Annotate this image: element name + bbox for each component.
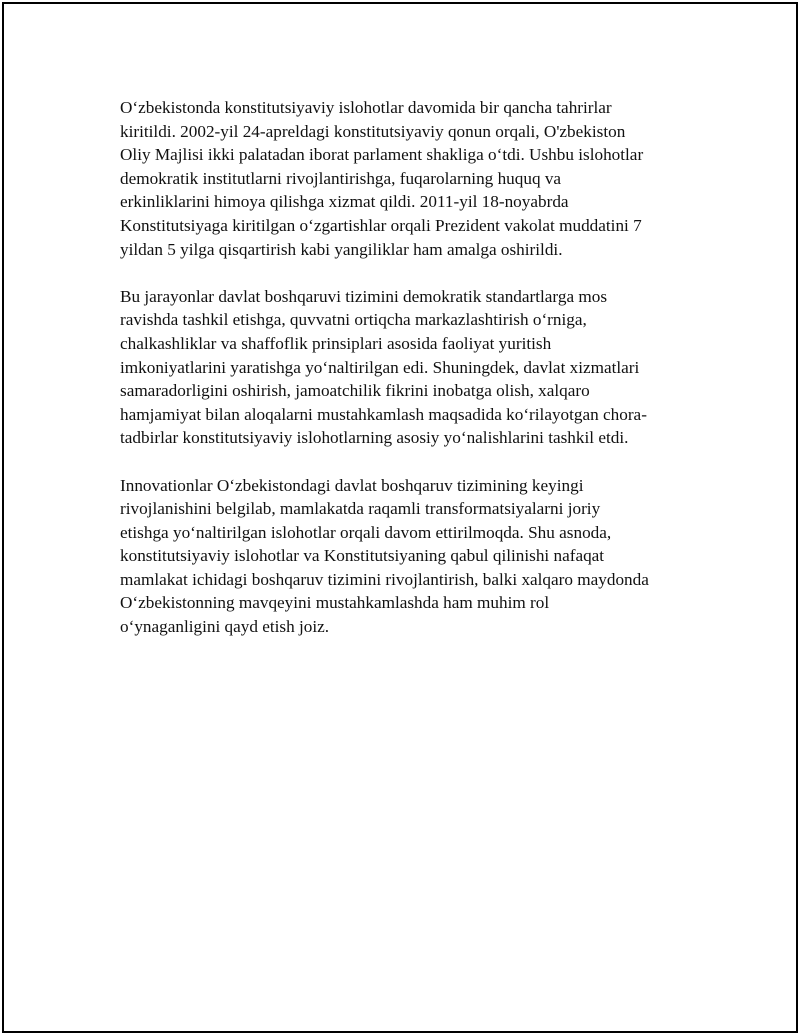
text-line: o‘ynaganligini qayd etish joiz. [120,617,330,637]
document-page [2,2,798,1033]
text-line: mamlakat ichidagi boshqaruv tizimini rivojlantirish, balki xalqaro maydonda [120,569,649,589]
text-line: O‘zbekistonda konstitutsiyaviy islohotlar davomida bir qancha tahrirlar [120,98,612,117]
text-line: Oliy Majlisi ikki palatadan iborat parlament shakliga o‘tdi. Ushbu islohotlar [120,145,644,165]
text-line: rivojlanishini belgilab, mamlakatda raqamli transformatsiyalarni joriy [120,499,601,519]
paragraph-1 [120,96,692,261]
text-line: Konstitutsiyaga kiritilgan o‘zgartishlar orqali Prezident vakolat muddatini 7 [120,215,642,235]
text-line: etishga yo‘naltirilgan islohotlar orqali davom ettirilmoqda. Shu asnoda, [120,522,612,542]
text-line: chalkashliklar va shaffoflik prinsiplari asosida faoliyat yuritish [120,333,552,353]
text-line: samaradorligini oshirish, jamoatchilik fikrini inobatga olish, xalqaro [120,381,590,401]
text-line: konstitutsiyaviy islohotlar va Konstitutsiyaning qabul qilinishi nafaqat [120,546,605,566]
text-line: tadbirlar konstitutsiyaviy islohotlarning asosiy yo‘nalishlarini tashkil etdi. [120,428,629,448]
paragraph-3 [120,474,692,639]
text-line: imkoniyatlarini yaratishga yo‘naltirilgan edi. Shuningdek, davlat xizmatlari [120,357,640,377]
text-line: Bu jarayonlar davlat boshqaruvi tizimini demokratik standartlarga mos [120,286,608,306]
document-body [120,96,692,662]
text-line: O‘zbekistonning mavqeyini mustahkamlashda ham muhim rol [120,593,550,613]
text-line: kiritildi. 2002-yil 24-apreldagi konstitutsiyaviy qonun orqali, O'zbekiston [120,121,626,141]
text-line: demokratik institutlarni rivojlantirishga, fuqarolarning huquq va [120,168,562,188]
text-line: yildan 5 yilga qisqartirish kabi yangiliklar ham amalga oshirildi. [120,239,563,259]
text-line: hamjamiyat bilan aloqalarni mustahkamlash maqsadida ko‘rilayotgan chora- [120,404,647,424]
text-line: erkinliklarini himoya qilishga xizmat qildi. 2011-yil 18-noyabrda [120,192,569,212]
paragraph-2 [120,285,692,450]
text-line: ravishda tashkil etishga, quvvatni ortiqcha markazlashtirish o‘rniga, [120,310,587,330]
text-line: Innovationlar O‘zbekistondagi davlat boshqaruv tizimining keyingi [120,475,584,495]
